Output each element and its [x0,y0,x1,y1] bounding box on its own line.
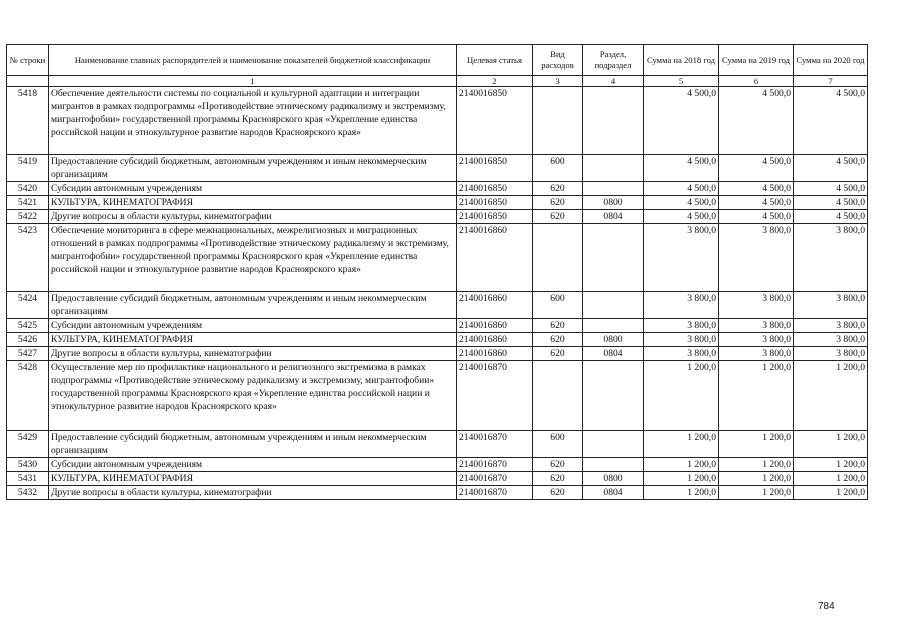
row-expense-type: 620 [533,347,583,361]
row-sum-2020: 1 200,0 [794,361,868,431]
table-row [7,486,868,500]
header-number-cell: 3 [533,76,583,87]
row-name: Предоставление субсидий бюджетным, автономным учреждениям и иным некоммерческим организациям [49,155,457,182]
budget-table [6,44,868,500]
row-sum-2018: 1 200,0 [644,361,719,431]
row-target-article: 2140016850 [457,196,533,210]
row-name: Другие вопросы в области культуры, кинематографии [49,486,457,500]
row-section [583,292,644,319]
row-number: 5431 [7,472,49,486]
row-target-article: 2140016870 [457,431,533,458]
row-sum-2019: 3 800,0 [719,347,794,361]
row-sum-2019: 1 200,0 [719,431,794,458]
row-expense-type: 620 [533,486,583,500]
header-expense-type: Вид расходов [533,45,583,76]
header-row [7,45,868,76]
row-sum-2020: 4 500,0 [794,196,868,210]
page-number: 784 [818,601,835,612]
row-name: Предоставление субсидий бюджетным, автономным учреждениям и иным некоммерческим организациям [49,431,457,458]
header-number-cell: 7 [794,76,868,87]
row-target-article: 2140016870 [457,458,533,472]
row-section [583,224,644,292]
row-number: 5430 [7,458,49,472]
header-sum-2020: Сумма на 2020 год [794,45,868,76]
row-sum-2019: 3 800,0 [719,224,794,292]
row-number: 5427 [7,347,49,361]
row-sum-2020: 3 800,0 [794,292,868,319]
row-sum-2019: 3 800,0 [719,319,794,333]
table-row [7,319,868,333]
header-number-cell: 6 [719,76,794,87]
header-number-cell: 5 [644,76,719,87]
row-expense-type: 620 [533,319,583,333]
row-section [583,319,644,333]
row-number: 5428 [7,361,49,431]
row-sum-2019: 4 500,0 [719,87,794,155]
row-expense-type: 620 [533,472,583,486]
header-sum-2019: Сумма на 2019 год [719,45,794,76]
row-section [583,182,644,196]
row-expense-type: 600 [533,155,583,182]
row-sum-2020: 4 500,0 [794,210,868,224]
row-target-article: 2140016870 [457,472,533,486]
row-sum-2018: 3 800,0 [644,319,719,333]
row-name: Предоставление субсидий бюджетным, автономным учреждениям и иным некоммерческим организациям [49,292,457,319]
row-expense-type: 620 [533,210,583,224]
row-target-article: 2140016850 [457,87,533,155]
table-row [7,347,868,361]
row-expense-type [533,87,583,155]
row-section: 0804 [583,210,644,224]
header-name: Наименование главных распорядителей и наименование показателей бюджетной классификации [49,45,457,76]
header-number-cell [7,76,49,87]
row-sum-2018: 1 200,0 [644,472,719,486]
row-number: 5423 [7,224,49,292]
row-section: 0800 [583,472,644,486]
row-target-article: 2140016860 [457,347,533,361]
row-sum-2020: 4 500,0 [794,155,868,182]
row-sum-2018: 4 500,0 [644,210,719,224]
row-name: Субсидии автономным учреждениям [49,458,457,472]
table-row [7,224,868,292]
row-sum-2018: 4 500,0 [644,87,719,155]
row-sum-2020: 3 800,0 [794,224,868,292]
row-number: 5425 [7,319,49,333]
row-sum-2020: 1 200,0 [794,472,868,486]
row-expense-type: 620 [533,458,583,472]
row-section [583,458,644,472]
header-number-cell: 1 [49,76,457,87]
row-expense-type [533,361,583,431]
row-sum-2020: 3 800,0 [794,333,868,347]
row-number: 5432 [7,486,49,500]
row-target-article: 2140016850 [457,155,533,182]
row-sum-2020: 4 500,0 [794,87,868,155]
row-sum-2018: 3 800,0 [644,292,719,319]
row-sum-2019: 4 500,0 [719,196,794,210]
row-section [583,361,644,431]
row-sum-2019: 4 500,0 [719,182,794,196]
row-sum-2020: 3 800,0 [794,319,868,333]
header-sum-2018: Сумма на 2018 год [644,45,719,76]
row-sum-2018: 1 200,0 [644,431,719,458]
row-section: 0804 [583,486,644,500]
header-row-number: № строки [7,45,49,76]
row-sum-2019: 3 800,0 [719,292,794,319]
row-number: 5426 [7,333,49,347]
row-name: Субсидии автономным учреждениям [49,182,457,196]
row-sum-2019: 1 200,0 [719,458,794,472]
row-section: 0800 [583,333,644,347]
table-row [7,458,868,472]
row-target-article: 2140016850 [457,210,533,224]
row-target-article: 2140016870 [457,486,533,500]
table-row [7,431,868,458]
row-name: Другие вопросы в области культуры, кинематографии [49,210,457,224]
row-expense-type [533,224,583,292]
row-expense-type: 620 [533,196,583,210]
row-section [583,155,644,182]
row-name: Обеспечение деятельности системы по социальной и культурной адаптации и интеграции мигрантов в рамках подпрограммы «Противодействие этническому радикализму и экстремизму, мигрантофобии» государственной программы Красноярского края «Укрепление единства российской нации и этнокультурное развитие народов Красноярского края» [49,87,457,155]
row-sum-2019: 4 500,0 [719,210,794,224]
row-sum-2019: 1 200,0 [719,361,794,431]
table-row [7,210,868,224]
row-number: 5419 [7,155,49,182]
table-row [7,87,868,155]
row-number: 5429 [7,431,49,458]
row-sum-2018: 3 800,0 [644,347,719,361]
table-row [7,472,868,486]
row-sum-2019: 4 500,0 [719,155,794,182]
row-number: 5420 [7,182,49,196]
row-name: Другие вопросы в области культуры, кинематографии [49,347,457,361]
row-sum-2018: 4 500,0 [644,196,719,210]
row-sum-2018: 3 800,0 [644,224,719,292]
row-sum-2018: 4 500,0 [644,155,719,182]
row-sum-2018: 1 200,0 [644,458,719,472]
row-sum-2020: 1 200,0 [794,486,868,500]
row-section: 0800 [583,196,644,210]
row-section [583,87,644,155]
row-target-article: 2140016860 [457,333,533,347]
row-target-article: 2140016860 [457,292,533,319]
table-row [7,196,868,210]
header-number-cell: 2 [457,76,533,87]
row-expense-type: 620 [533,182,583,196]
row-name: КУЛЬТУРА, КИНЕМАТОГРАФИЯ [49,196,457,210]
row-sum-2018: 4 500,0 [644,182,719,196]
row-sum-2020: 1 200,0 [794,458,868,472]
row-target-article: 2140016870 [457,361,533,431]
row-number: 5422 [7,210,49,224]
row-expense-type: 600 [533,431,583,458]
table-row [7,155,868,182]
table-row [7,182,868,196]
table-row [7,333,868,347]
row-sum-2018: 1 200,0 [644,486,719,500]
row-number: 5421 [7,196,49,210]
row-name: Обеспечение мониторинга в сфере межнациональных, межрелигиозных и миграционных отношений в рамках подпрограммы «Противодействие этническому радикализму и экстремизму, мигрантофобии» государственной программы Красноярского края «Укрепление единства российской нации и этнокультурное развитие народов Красноярского края» [49,224,457,292]
header-number-cell: 4 [583,76,644,87]
row-sum-2020: 1 200,0 [794,431,868,458]
row-number: 5424 [7,292,49,319]
row-target-article: 2140016860 [457,224,533,292]
row-name: КУЛЬТУРА, КИНЕМАТОГРАФИЯ [49,472,457,486]
row-target-article: 2140016860 [457,319,533,333]
table-row [7,361,868,431]
row-target-article: 2140016850 [457,182,533,196]
row-name: Осуществление мер по профилактике национального и религиозного экстремизма в рамках подпрограммы «Противодействие этническому радикализму и экстремизму, мигрантофобии» государственной программы Красноярского края «Укрепление единства российской нации и этнокультурное развитие народов Красноярского края» [49,361,457,431]
row-number: 5418 [7,87,49,155]
row-sum-2019: 1 200,0 [719,472,794,486]
row-sum-2019: 1 200,0 [719,486,794,500]
row-section: 0804 [583,347,644,361]
header-target-article: Целевая статья [457,45,533,76]
row-expense-type: 620 [533,333,583,347]
row-name: Субсидии автономным учреждениям [49,319,457,333]
header-section: Раздел, подраздел [583,45,644,76]
row-section [583,431,644,458]
table-row [7,292,868,319]
header-numbers-row [7,76,868,87]
row-sum-2018: 3 800,0 [644,333,719,347]
row-sum-2019: 3 800,0 [719,333,794,347]
row-name: КУЛЬТУРА, КИНЕМАТОГРАФИЯ [49,333,457,347]
row-expense-type: 600 [533,292,583,319]
row-sum-2020: 3 800,0 [794,347,868,361]
row-sum-2020: 4 500,0 [794,182,868,196]
